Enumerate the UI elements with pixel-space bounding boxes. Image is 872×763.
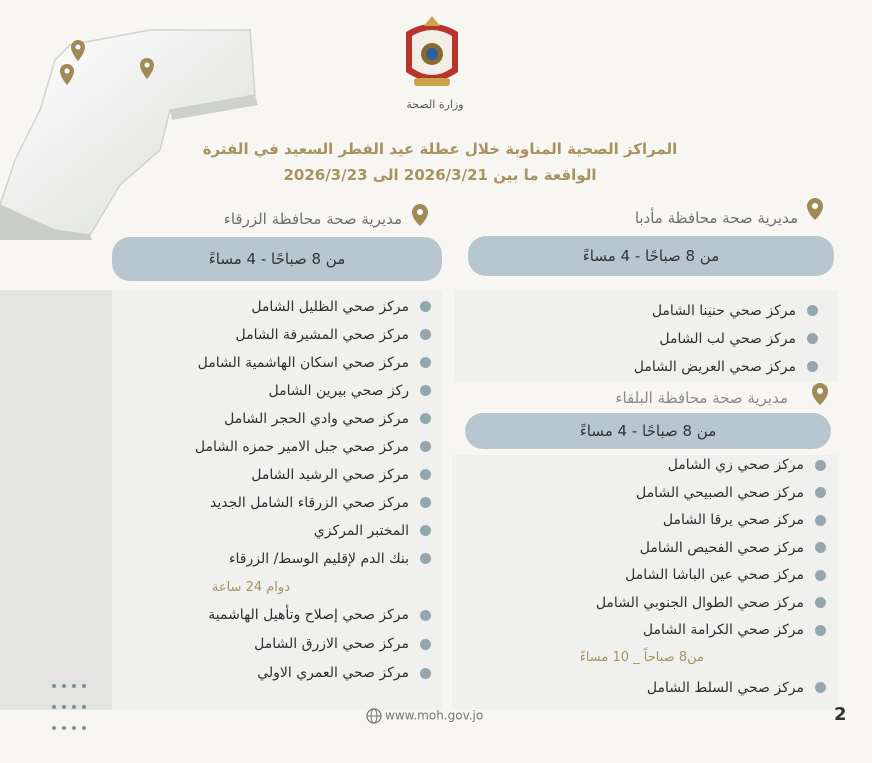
website-link[interactable]: [366, 708, 483, 724]
list-item: المختبر المركزي: [195, 517, 431, 545]
website-text: www.moh.gov.jo: [385, 708, 484, 723]
list-item: مركز صحي حنينا الشامل: [634, 297, 818, 325]
list-item: مركز صحي الصبيحي الشامل: [596, 480, 826, 508]
list-item: مركز صحي جبل الامير حمزه الشامل: [195, 433, 431, 461]
madaba-directorate-heading: مديرية صحة محافظة مأدبا: [634, 209, 798, 227]
zarqa-directorate-heading: مديرية صحة محافظة الزرقاء: [223, 210, 402, 228]
zarqa-24h-label: دوام 24 ساعة: [211, 580, 290, 595]
balqa-directorate-heading: مديرية صحة محافظة البلقاء: [615, 389, 788, 407]
zarqa-hours-banner: من 8 صباحًا - 4 مساءً: [112, 237, 442, 281]
list-item: مركز صحي العمري الاولي: [208, 659, 431, 688]
location-pin-icon: [805, 197, 825, 221]
list-item: مركز صحي لب الشامل: [634, 325, 818, 353]
list-item: مركز صحي الرشيد الشامل: [195, 461, 431, 489]
list-item: مركز صحي الزرقاء الشامل الجديد: [195, 489, 431, 517]
list-item: مركز صحي زي الشامل: [596, 452, 826, 480]
balqa-extended-list: [647, 676, 826, 700]
list-item: مركز صحي الطوال الجنوبي الشامل: [596, 590, 826, 618]
list-item: ركز صحي بيرين الشامل: [195, 377, 431, 405]
jordan-map: [0, 0, 260, 240]
globe-icon: [366, 708, 382, 724]
list-item: مركز صحي الكرامة الشامل: [596, 617, 826, 645]
ministry-name: وزارة الصحة: [406, 98, 464, 111]
list-item: مركز صحي الفحيص الشامل: [596, 535, 826, 563]
list-item: بنك الدم لإقليم الوسط/ الزرقاء: [195, 545, 431, 573]
balqa-center-list: [596, 452, 826, 645]
zarqa-24h-list: [208, 601, 431, 688]
list-item: مركز صحي يرقا الشامل: [596, 507, 826, 535]
list-item: مركز صحي إصلاح وتأهيل الهاشمية: [208, 601, 431, 630]
list-item: مركز صحي عين الباشا الشامل: [596, 562, 826, 590]
list-item: مركز صحي العريض الشامل: [634, 353, 818, 381]
list-item: مركز صحي وادي الحجر الشامل: [195, 405, 431, 433]
madaba-center-list: [634, 297, 818, 381]
location-pin-icon: [410, 203, 430, 227]
page-number: 2: [834, 704, 847, 725]
royal-emblem-icon: [400, 12, 464, 96]
location-pin-icon: [810, 382, 830, 406]
decorative-dots-icon: [50, 680, 100, 740]
list-item: مركز صحي السلط الشامل: [647, 676, 826, 700]
list-item: مركز صحي المشيرفة الشامل: [195, 321, 431, 349]
page-subtitle: الواقعة ما بين 2026/3/21 الى 2026/3/23: [283, 166, 597, 184]
list-item: مركز صحي الظليل الشامل: [195, 293, 431, 321]
madaba-hours-banner: من 8 صباحًا - 4 مساءً: [468, 236, 834, 276]
balqa-extended-hours: من8 صباحاً _ 10 مساءً: [579, 650, 704, 665]
balqa-hours-banner: من 8 صباحًا - 4 مساءً: [465, 413, 831, 449]
list-item: مركز صحي الازرق الشامل: [208, 630, 431, 659]
zarqa-center-list: [195, 293, 431, 573]
list-item: مركز صحي اسكان الهاشمية الشامل: [195, 349, 431, 377]
page-title: المراكز الصحية المناوبة خلال عطلة عيد الفطر السعيد في الفترة: [202, 140, 678, 158]
